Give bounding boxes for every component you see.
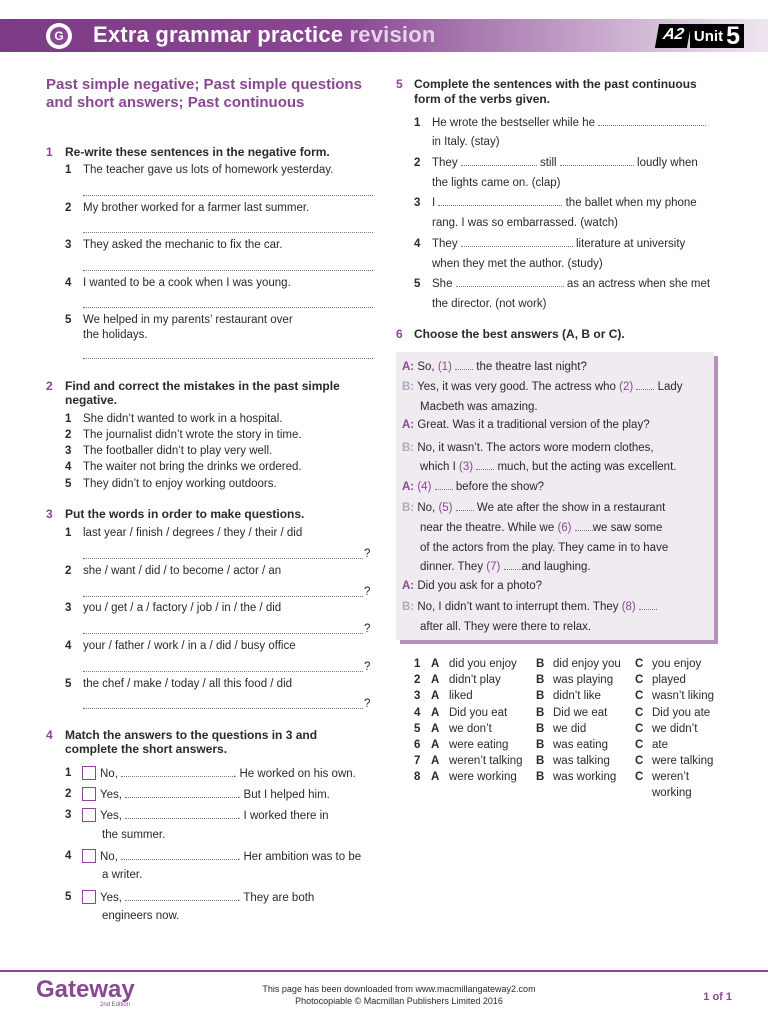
dialogue-line xyxy=(402,441,654,456)
dialogue-line xyxy=(402,480,544,495)
item-text: They didn’t to enjoy working outdoors. xyxy=(83,478,277,490)
item-number: 2 xyxy=(65,429,72,441)
title-main: Extra grammar practice xyxy=(93,22,344,47)
dialogue-text: No, xyxy=(417,502,436,514)
option-letter: B xyxy=(536,723,545,735)
item-number: 2 xyxy=(65,788,72,800)
option-c[interactable]: ate xyxy=(652,739,668,751)
option-letter: C xyxy=(635,658,644,670)
edition-label: 2nd Edition xyxy=(100,1002,131,1008)
option-letter: B xyxy=(536,771,545,783)
answer-checkbox[interactable] xyxy=(82,808,96,822)
option-b[interactable]: was eating xyxy=(553,739,608,751)
unit-badge xyxy=(657,22,744,49)
speaker-b: B: xyxy=(402,381,415,393)
dialogue-text: dinner. They xyxy=(420,561,484,573)
dialogue-line xyxy=(420,521,662,536)
sentence-part: They xyxy=(432,157,458,169)
option-letter: C xyxy=(635,771,644,783)
item-number: 1 xyxy=(65,527,72,539)
dialogue-line xyxy=(420,620,591,635)
dialogue-line xyxy=(402,380,683,395)
blank-number: (3) xyxy=(459,461,474,473)
option-c[interactable]: wasn’t liking xyxy=(652,690,714,702)
blank-number: (6) xyxy=(557,522,572,534)
dialogue-text: after all. They were there to relax. xyxy=(420,621,592,633)
option-letter: A xyxy=(431,674,440,686)
option-letter: A xyxy=(431,755,440,767)
option-letter: C xyxy=(635,707,644,719)
option-c[interactable]: you enjoy xyxy=(652,658,702,670)
item-number: 2 xyxy=(65,202,72,214)
answer-blank[interactable] xyxy=(461,157,537,166)
item-number: 5 xyxy=(65,314,72,326)
answer-blank[interactable] xyxy=(639,601,657,610)
exercise-3-instruction: Put the words in order to make questions. xyxy=(65,507,305,521)
blank-number: (2) xyxy=(619,381,634,393)
sentence-part: He wrote the bestseller while he xyxy=(432,117,595,129)
sentence-part: still xyxy=(539,157,557,169)
ex5-item-cont xyxy=(432,135,500,150)
blank-number: (1) xyxy=(437,361,452,373)
section-title: Past simple negative; Past simple questions and short answers; Past continuous xyxy=(46,76,362,111)
item-text: last year / finish / degrees / they / their / did xyxy=(83,527,303,539)
item-text xyxy=(432,156,698,171)
option-letter: C xyxy=(635,690,644,702)
item-text xyxy=(432,277,710,292)
option-b[interactable]: was playing xyxy=(553,674,614,686)
item-number: 2 xyxy=(65,565,72,577)
exercise-4-number: 4 xyxy=(46,728,53,742)
option-number: 2 xyxy=(414,674,421,686)
dialogue-text: Lady xyxy=(657,381,683,393)
item-text xyxy=(82,766,356,782)
exercise-6-instruction: Choose the best answers (A, B or C). xyxy=(414,327,625,341)
speaker-a: A: xyxy=(402,361,415,373)
speaker-a: A: xyxy=(402,419,415,431)
option-b[interactable]: didn’t like xyxy=(553,690,601,702)
exercise-2-instruction-cont: negative. xyxy=(65,393,118,407)
item-text: the summer. xyxy=(102,829,166,841)
question-mark: ? xyxy=(364,661,371,673)
unit-number: 5 xyxy=(726,24,744,48)
option-letter: A xyxy=(431,658,440,670)
option-letter: C xyxy=(635,674,644,686)
option-letter: A xyxy=(431,707,440,719)
item-text: She didn’t wanted to work in a hospital. xyxy=(83,413,283,425)
item-number: 4 xyxy=(65,850,72,862)
answer-checkbox[interactable] xyxy=(82,787,96,801)
dialogue-text: we saw some xyxy=(592,522,663,534)
item-text: The waiter not bring the drinks we ordered. xyxy=(83,461,302,473)
answer-lead: Yes, xyxy=(100,810,122,822)
dialogue-text: Did you ask for a photo? xyxy=(417,580,543,592)
item-text: They asked the mechanic to fix the car. xyxy=(83,239,283,251)
option-c-cont[interactable]: working xyxy=(652,787,692,799)
option-number: 1 xyxy=(414,658,421,670)
dialogue-box xyxy=(396,352,714,640)
exercise-1-instruction: Re-write these sentences in the negative form. xyxy=(65,145,330,159)
ex4-item-cont xyxy=(102,828,165,843)
dialogue-text: which I xyxy=(420,461,456,473)
item-text: We helped in my parents’ restaurant over xyxy=(83,314,293,326)
exercise-5-number: 5 xyxy=(396,77,403,91)
header-banner xyxy=(0,19,768,52)
sentence-part: literature at university xyxy=(575,238,686,250)
answer-blank[interactable] xyxy=(598,117,706,126)
option-letter: A xyxy=(431,739,440,751)
answer-line[interactable] xyxy=(83,358,373,359)
option-letter: C xyxy=(635,723,644,735)
sentence-part: I xyxy=(432,197,436,209)
item-number: 4 xyxy=(65,461,72,473)
title-accent: revision xyxy=(349,22,436,47)
answer-blank[interactable] xyxy=(456,278,564,287)
answer-blank[interactable] xyxy=(455,361,473,370)
answer-blank[interactable] xyxy=(456,502,474,511)
answer-lead: No, xyxy=(100,851,118,863)
option-c[interactable]: were talking xyxy=(652,755,714,767)
page-number: 1 of 1 xyxy=(703,991,732,1003)
dialogue-line xyxy=(402,579,542,594)
option-letter: C xyxy=(635,755,644,767)
option-number: 5 xyxy=(414,723,421,735)
answer-line[interactable] xyxy=(83,307,373,308)
ex4-item-cont xyxy=(102,868,142,883)
answer-blank[interactable] xyxy=(504,561,522,570)
option-letter: C xyxy=(635,739,644,751)
dialogue-line xyxy=(420,560,591,575)
dialogue-line xyxy=(402,501,665,516)
item-text: a writer. xyxy=(102,869,143,881)
option-letter: B xyxy=(536,658,545,670)
answer-line[interactable] xyxy=(83,708,363,709)
footer-divider xyxy=(0,970,768,972)
answer-line[interactable] xyxy=(83,596,363,597)
option-letter: B xyxy=(536,690,545,702)
answer-rest: . But I helped him. xyxy=(237,789,330,801)
item-number: 1 xyxy=(65,164,72,176)
dialogue-text: much, but the acting was excellent. xyxy=(497,461,677,473)
answer-blank[interactable] xyxy=(125,789,237,798)
dialogue-text: So, xyxy=(417,361,435,373)
speaker-b: B: xyxy=(402,601,415,613)
answer-rest: . Her ambition was to be xyxy=(237,851,362,863)
dialogue-line xyxy=(420,460,676,475)
answer-line[interactable] xyxy=(83,558,363,559)
dialogue-text: Yes, it was very good. The actress who xyxy=(417,381,616,393)
item-text xyxy=(82,808,329,824)
dialogue-text: the theatre last night? xyxy=(476,361,587,373)
ex5-item-cont xyxy=(432,297,546,312)
item-number: 3 xyxy=(65,809,72,821)
item-text: The teacher gave us lots of homework yesterday. xyxy=(83,164,334,176)
answer-line[interactable] xyxy=(83,633,363,634)
option-b[interactable]: did enjoy you xyxy=(553,658,621,670)
item-number: 1 xyxy=(65,413,72,425)
sentence-part: as an actress when she met xyxy=(566,278,711,290)
answer-blank[interactable] xyxy=(435,481,453,490)
dialogue-text: Macbeth was amazing. xyxy=(420,401,538,413)
answer-lead: Yes, xyxy=(100,892,122,904)
option-c[interactable]: Did you ate xyxy=(652,707,711,719)
logo-letter: G xyxy=(50,27,68,45)
option-letter: B xyxy=(536,755,545,767)
exercise-2-instruction: Find and correct the mistakes in the past simple xyxy=(65,379,340,393)
question-mark: ? xyxy=(364,548,371,560)
level-badge: A2 xyxy=(655,24,692,48)
item-number: 3 xyxy=(414,197,421,209)
option-number: 8 xyxy=(414,771,421,783)
option-a[interactable]: weren’t talking xyxy=(449,755,523,767)
option-letter: B xyxy=(536,739,545,751)
item-number: 5 xyxy=(414,278,421,290)
question-mark: ? xyxy=(364,698,371,710)
dialogue-text: No, I didn’t want to interrupt them. They xyxy=(417,601,619,613)
answer-checkbox[interactable] xyxy=(82,766,96,780)
item-number: 2 xyxy=(414,157,421,169)
exercise-1-number: 1 xyxy=(46,145,53,159)
item-text xyxy=(82,849,361,865)
item-text: the director. (not work) xyxy=(432,298,547,310)
option-b[interactable]: was talking xyxy=(553,755,610,767)
dialogue-text: Great. Was it a traditional version of the play? xyxy=(417,419,650,431)
answer-line[interactable] xyxy=(83,270,373,271)
download-notice: This page has been downloaded from www.macmillangateway2.com xyxy=(262,984,536,994)
option-b[interactable]: we did xyxy=(553,723,587,735)
item-number: 3 xyxy=(65,445,72,457)
dialogue-line xyxy=(402,360,587,375)
blank-number: (8) xyxy=(621,601,636,613)
question-mark: ? xyxy=(364,623,371,635)
option-number: 6 xyxy=(414,739,421,751)
ex4-item-cont xyxy=(102,909,179,924)
item-text xyxy=(432,237,685,252)
item-text: in Italy. (stay) xyxy=(432,136,500,148)
exercise-4-instruction-cont: complete the short answers. xyxy=(65,742,228,756)
dialogue-text: and laughing. xyxy=(521,561,591,573)
item-number: 1 xyxy=(65,767,72,779)
item-text xyxy=(82,890,314,906)
answer-blank[interactable] xyxy=(125,892,237,901)
answer-blank[interactable] xyxy=(636,381,654,390)
item-number: 3 xyxy=(65,239,72,251)
answer-line[interactable] xyxy=(83,195,373,196)
ex5-item-cont xyxy=(432,257,603,272)
item-text: when they met the author. (study) xyxy=(432,258,603,270)
gateway-logo-icon xyxy=(46,23,72,49)
answer-blank[interactable] xyxy=(121,768,233,777)
answer-blank[interactable] xyxy=(125,810,237,819)
option-c[interactable]: weren’t xyxy=(652,771,690,783)
item-text: The footballer didn’t to play very well. xyxy=(83,445,273,457)
option-letter: A xyxy=(431,723,440,735)
item-text: the holidays. xyxy=(83,329,148,341)
answer-rest: . I worked there in xyxy=(237,810,329,822)
answer-blank[interactable] xyxy=(121,851,237,860)
answer-lead: No, xyxy=(100,768,118,780)
item-text: My brother worked for a farmer last summer. xyxy=(83,202,310,214)
option-letter: A xyxy=(431,690,440,702)
sentence-part: loudly when xyxy=(637,157,698,169)
option-a[interactable]: were working xyxy=(449,771,517,783)
item-text: your / father / work / in a / did / busy office xyxy=(83,640,296,652)
dialogue-line xyxy=(420,400,538,415)
item-number: 3 xyxy=(65,602,72,614)
option-number: 4 xyxy=(414,707,421,719)
item-text: The journalist didn’t wrote the story in time. xyxy=(83,429,302,441)
option-b[interactable]: was working xyxy=(553,771,617,783)
option-c[interactable]: played xyxy=(652,674,686,686)
sentence-part: the ballet when my phone xyxy=(565,197,697,209)
blank-number: (7) xyxy=(486,561,501,573)
option-a[interactable]: liked xyxy=(449,690,473,702)
dialogue-line xyxy=(402,418,650,433)
option-a[interactable]: didn’t play xyxy=(449,674,501,686)
item-text: she / want / did / to become / actor / an xyxy=(83,565,282,577)
answer-blank[interactable] xyxy=(476,461,494,470)
option-b[interactable]: Did we eat xyxy=(553,707,608,719)
speaker-a: A: xyxy=(402,481,415,493)
item-number: 4 xyxy=(65,640,72,652)
option-a[interactable]: were eating xyxy=(449,739,509,751)
answer-checkbox[interactable] xyxy=(82,890,96,904)
exercise-5-instruction-cont: form of the verbs given. xyxy=(414,92,551,106)
copyright-notice: Photocopiable © Macmillan Publishers Limited 2016 xyxy=(295,996,503,1006)
dialogue-text: of the actors from the play. They came in to have xyxy=(420,542,669,554)
dialogue-line xyxy=(402,600,657,615)
ex5-item-cont xyxy=(432,216,618,231)
dialogue-line xyxy=(420,541,668,556)
exercise-3-number: 3 xyxy=(46,507,53,521)
item-text: I wanted to be a cook when I was young. xyxy=(83,277,291,289)
answer-blank[interactable] xyxy=(575,522,593,531)
exercise-6-number: 6 xyxy=(396,327,403,341)
item-text: you / get / a / factory / job / in / the / did xyxy=(83,602,282,614)
answer-blank[interactable] xyxy=(560,157,634,166)
answer-blank[interactable] xyxy=(438,197,562,206)
item-number: 5 xyxy=(65,678,72,690)
option-a[interactable]: did you enjoy xyxy=(449,658,517,670)
speaker-b: B: xyxy=(402,502,415,514)
item-number: 5 xyxy=(65,478,72,490)
answer-checkbox[interactable] xyxy=(82,849,96,863)
dialogue-text: We ate after the show in a restaurant xyxy=(476,502,666,514)
dialogue-text: before the show? xyxy=(455,481,545,493)
option-letter: B xyxy=(536,707,545,719)
speaker-b: B: xyxy=(402,442,415,454)
dialogue-text: No, it wasn’t. The actors wore modern clothes, xyxy=(417,442,654,454)
item-text: the chef / make / today / all this food / did xyxy=(83,678,293,690)
item-text xyxy=(432,116,706,131)
option-a[interactable]: we don’t xyxy=(449,723,492,735)
gateway-brand-logo: Gateway xyxy=(36,976,135,1003)
item-number: 5 xyxy=(65,891,72,903)
item-number: 4 xyxy=(414,238,421,250)
exercise-4-instruction: Match the answers to the questions in 3 and xyxy=(65,728,318,742)
item-number: 4 xyxy=(65,277,72,289)
dialogue-text: near the theatre. While we xyxy=(420,522,555,534)
item-text xyxy=(432,196,697,211)
unit-label: Unit xyxy=(690,24,726,48)
speaker-a: A: xyxy=(402,580,415,592)
blank-number: (5) xyxy=(438,502,453,514)
answer-lead: Yes, xyxy=(100,789,122,801)
item-number: 1 xyxy=(414,117,421,129)
option-letter: A xyxy=(431,771,440,783)
question-mark: ? xyxy=(364,586,371,598)
sentence-part: She xyxy=(432,278,453,290)
item-text: rang. I was so embarrassed. (watch) xyxy=(432,217,618,229)
answer-line[interactable] xyxy=(83,671,363,672)
ex5-item-cont xyxy=(432,176,560,191)
answer-blank[interactable] xyxy=(461,238,573,247)
exercise-5-instruction: Complete the sentences with the past continuous xyxy=(414,77,697,91)
answer-rest: . They are both xyxy=(237,892,315,904)
exercise-2-number: 2 xyxy=(46,379,53,393)
sentence-part: They xyxy=(432,238,458,250)
option-number: 3 xyxy=(414,690,421,702)
option-letter: B xyxy=(536,674,545,686)
item-text xyxy=(82,787,330,803)
item-text: the lights came on. (clap) xyxy=(432,177,561,189)
option-number: 7 xyxy=(414,755,421,767)
blank-number: (4) xyxy=(417,481,432,493)
option-c[interactable]: we didn’t xyxy=(652,723,698,735)
option-a[interactable]: Did you eat xyxy=(449,707,508,719)
page-title xyxy=(93,22,436,48)
answer-line[interactable] xyxy=(83,232,373,233)
item-text: engineers now. xyxy=(102,910,180,922)
answer-rest: . He worked on his own. xyxy=(233,768,356,780)
